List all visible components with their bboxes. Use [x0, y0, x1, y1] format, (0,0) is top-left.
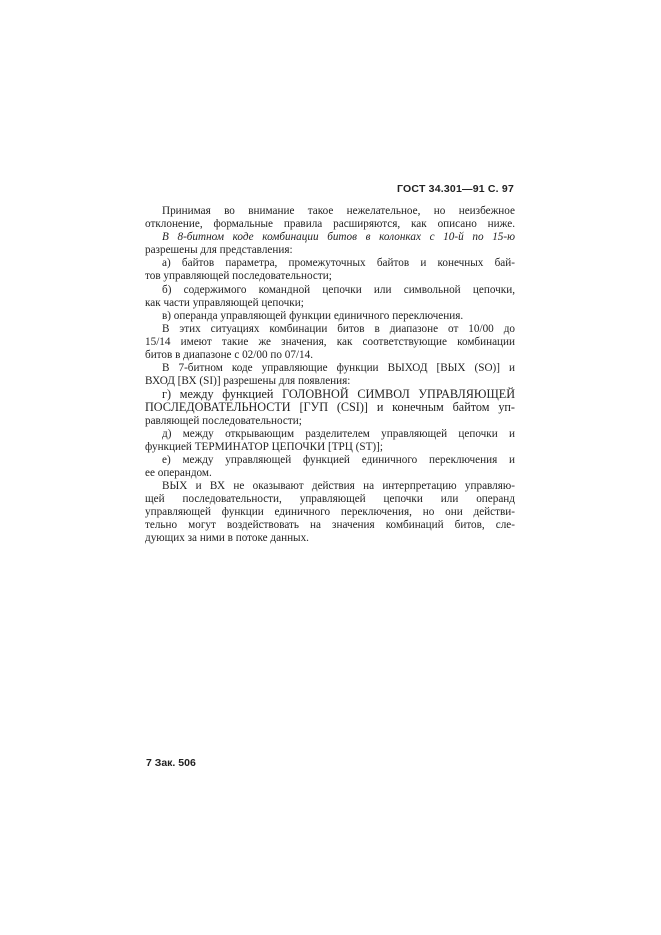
text-line: В 8-битном коде комбинации битов в колонках с 10-й по 15-ю — [162, 231, 515, 244]
text-line: Принимая во внимание такое нежелательное, но неизбежное — [162, 205, 515, 217]
text-line: функцией ТЕРМИНАТОР ЦЕПОЧКИ [ТРЦ (ST)]; — [145, 440, 383, 453]
text-line: отклонение, формальные правила расширяются, как описано ниже. — [145, 218, 515, 231]
text-line: 15/14 имеют такие же значения, как соответствующие комбинации — [145, 335, 515, 348]
page-header: ГОСТ 34.301—91 С. 97 — [397, 183, 514, 195]
text-line: равляющей последовательности; — [145, 414, 302, 427]
text-line: битов в диапазоне с 02/00 по 07/14. — [145, 349, 314, 362]
text-line: в) операнда управляющей функции единичного переключения. — [162, 309, 464, 322]
text-line: ее операндом. — [145, 466, 212, 479]
text-line: разрешены для представления: — [145, 244, 293, 257]
text-line: управляющей функции единичного переключения, но они действи- — [145, 506, 515, 519]
text-line: е) между управляющей функцией единичного переключения и — [162, 453, 515, 466]
text-line: щей последовательности, управляющей цепочки или операнд — [145, 493, 515, 506]
text-line: д) между открывающим разделителем управляющей цепочки и — [162, 427, 515, 440]
text-line: ВХОД [ВХ (SI)] разрешены для появления: — [145, 375, 351, 388]
text-line: б) содержимого командной цепочки или символьной цепочки, — [162, 283, 515, 296]
text-line: дующих за ними в потоке данных. — [145, 532, 309, 545]
text-line: а) байтов параметра, промежуточных байтов и конечных бай- — [162, 257, 515, 270]
body-text — [145, 205, 515, 545]
text-line: тельно могут воздействовать на значения комбинаций битов, сле- — [145, 519, 515, 532]
page-footer: 7 Зак. 506 — [146, 757, 196, 769]
text-line: В 7-битном коде управляющие функции ВЫХОД [ВЫХ (SO)] и — [162, 362, 515, 375]
text-line: ПОСЛЕДОВАТЕЛЬНОСТИ [ГУП (CSI)] и конечным байтом уп- — [145, 400, 515, 415]
text-line: В этих ситуациях комбинации битов в диапазоне от 10/00 до — [162, 322, 515, 335]
text-line: как части управляющей цепочки; — [145, 296, 304, 309]
text-line: г) между функцией ГОЛОВНОЙ СИМВОЛ УПРАВЛЯЮЩЕЙ — [162, 387, 515, 402]
text-line: ВЫХ и ВХ не оказывают действия на интерпретацию управляю- — [162, 479, 515, 492]
text-line: тов управляющей последовательности; — [145, 270, 332, 283]
